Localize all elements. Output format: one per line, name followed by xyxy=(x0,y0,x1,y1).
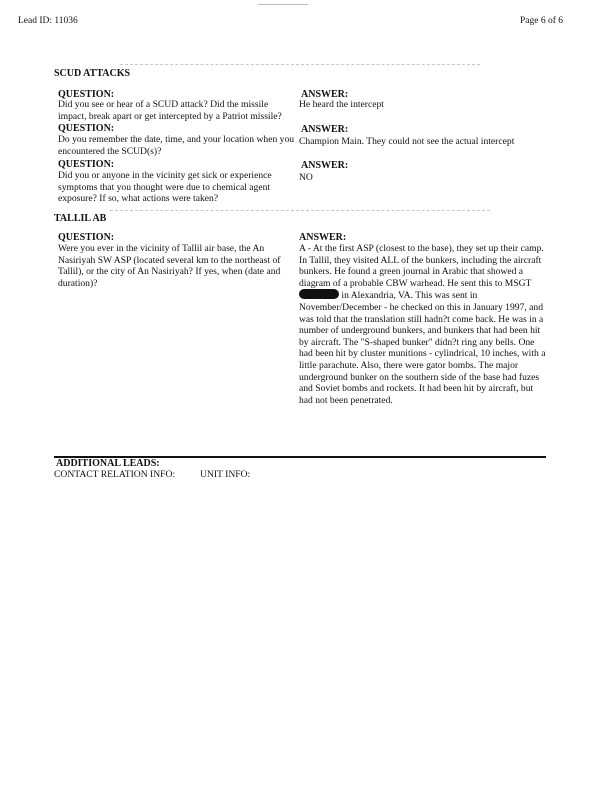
question-label: QUESTION: xyxy=(58,89,115,100)
answer-text: NO xyxy=(299,172,313,183)
section-title-tallil: TALLIL AB xyxy=(54,213,107,224)
answer-label: ANSWER: xyxy=(301,89,349,100)
question-text: Did you see or hear of a SCUD attack? Did the missile impact, break apart or get intercepted by a Patriot missile? xyxy=(58,99,282,122)
top-rule xyxy=(258,4,308,5)
answer-label: ANSWER: xyxy=(301,160,349,171)
answer-text-part-1: A - At the first ASP (closest to the base), they set up their camp. In Tallil, they visited ALL of the bunkers, including the aircraft bunkers. He found a green journal in Arabic that showed a diagram of a probable CBW warhead. He sent this to MSGT xyxy=(299,243,544,289)
question-label: QUESTION: xyxy=(58,123,115,134)
answer-text-part-2: in Alexandria, VA. This was sent in November/December - he checked on this in January 1997, and was told that the translation still hadn?t come back. He was in a number of underground bunkers, and bunkers that had been hit by aircraft. The "S-shaped bunker" didn?t ring any bells. One had been hit by cluster munitions - cylindrical, 10 inches, with a little parachute. Also, there were gator bombs. The major underground bunker on the southern side of the base had fuzes and Soviet bombs and rockets. It had been hit by aircraft, but had not been penetrated. xyxy=(299,290,546,406)
unit-info: UNIT INFO: xyxy=(200,469,251,480)
lead-id: Lead ID: 11036 xyxy=(18,16,78,26)
answer-text xyxy=(299,243,547,406)
answer-label: ANSWER: xyxy=(299,232,347,243)
contact-relation-info: CONTACT RELATION INFO: xyxy=(54,469,176,480)
additional-leads-title: ADDITIONAL LEADS: xyxy=(56,458,160,469)
section-divider xyxy=(120,64,480,65)
question-text: Did you or anyone in the vicinity get sick or experience symptoms that you thought were due to chemical agent exposure? If so, what actions were taken? xyxy=(58,170,272,205)
question-text: Were you ever in the vicinity of Tallil air base, the An Nasiriyah SW ASP (located several km to the northeast of Tallil), or the city of An Nasiriyah? If yes, when (date and duration)? xyxy=(58,243,281,289)
answer-text: He heard the intercept xyxy=(299,99,384,110)
answer-text: Champion Main. They could not see the actual intercept xyxy=(299,136,515,147)
page-number: Page 6 of 6 xyxy=(520,16,564,26)
question-label: QUESTION: xyxy=(58,232,115,243)
section-divider xyxy=(110,210,490,211)
answer-label: ANSWER: xyxy=(301,124,349,135)
redaction-mark xyxy=(299,289,339,299)
section-title-scud: SCUD ATTACKS xyxy=(54,68,131,79)
question-label: QUESTION: xyxy=(58,159,115,170)
question-text: Do you remember the date, time, and your location when you encountered the SCUD(s)? xyxy=(58,134,295,157)
